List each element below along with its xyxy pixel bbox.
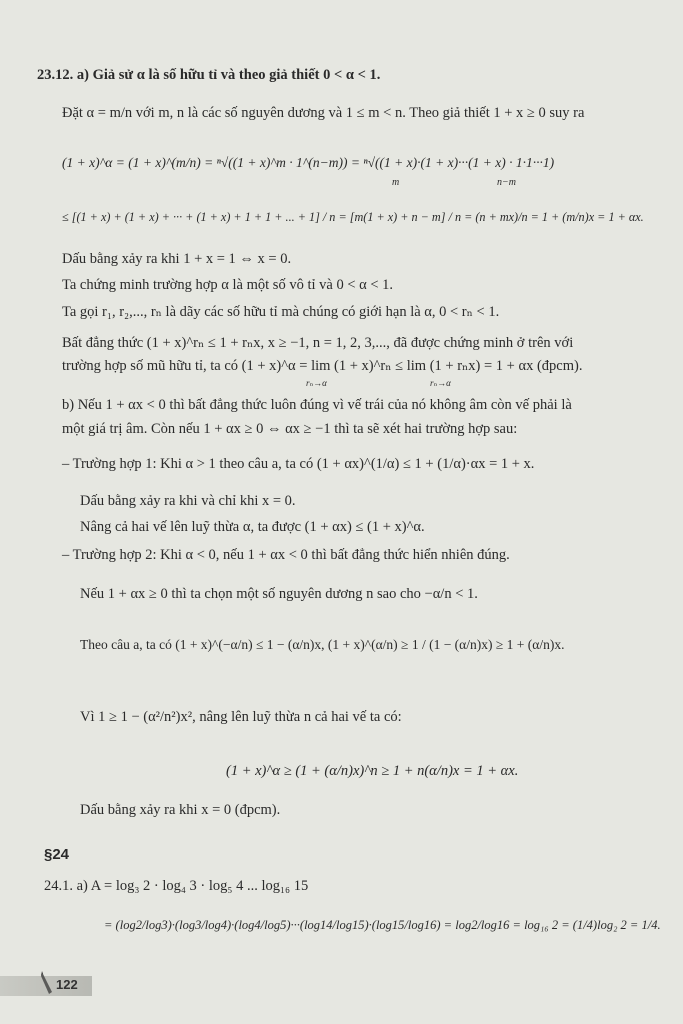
case-2-choose-n-line: Nếu 1 + αx ≥ 0 thì ta chọn một số nguyên dương n sao cho −α/n < 1. xyxy=(80,586,478,602)
pencil-icon xyxy=(40,970,56,996)
case-2-line: – Trường hợp 2: Khi α < 0, nếu 1 + αx < 0 thì bất đẳng thức hiển nhiên đúng. xyxy=(62,547,510,563)
case-1-line: – Trường hợp 1: Khi α > 1 theo câu a, ta có (1 + αx)^(1/α) ≤ 1 + (1/α)·αx = 1 + x. xyxy=(62,456,535,472)
am-gm-inequality-formula: ≤ [(1 + x) + (1 + x) + ··· + (1 + x) + 1 + 1 + ... + 1] / n = [m(1 + x) + n − m] / n = (n + mx)/n = 1 + (m/n)x = 1 + αx. xyxy=(62,210,644,224)
page-number: 122 xyxy=(56,977,78,992)
limit-subscript-2: rₙ→α xyxy=(430,378,451,388)
case-1-equality-line: Dấu bằng xảy ra khi và chỉ khi x = 0. xyxy=(80,493,296,509)
section-heading-24: §24 xyxy=(44,846,70,863)
log-product-formula: = (log2/log3)·(log3/log4)·(log4/log5)···(log14/log15)·(log15/log16) = log2/log16 = log₁₆ 2 = (1/4)log₂ 2 = 1/4. xyxy=(104,918,661,932)
part-b-cases-line: một giá trị âm. Còn nếu 1 + αx ≥ 0 ⇔ αx ≥ −1 thì ta sẽ xét hai trường hợp sau: xyxy=(62,421,518,437)
definition-alpha-line: Đặt α = m/n với m, n là các số nguyên dương và 1 ≤ m < n. Theo giả thiết 1 + x ≥ 0 suy ra xyxy=(62,105,585,121)
final-inequality-formula: (1 + x)^α ≥ (1 + (α/n)x)^n ≥ 1 + n(α/n)x = 1 + αx. xyxy=(226,763,519,779)
limit-conclusion-line: trường hợp số mũ hữu tỉ, ta có (1 + x)^α = lim (1 + x)^rₙ ≤ lim (1 + rₙx) = 1 + αx (đpcm). xyxy=(62,358,583,374)
inequality-rn-line: Bất đẳng thức (1 + x)^rₙ ≤ 1 + rₙx, x ≥ −1, n = 1, 2, 3,..., đã được chứng minh ở trên với xyxy=(62,335,574,351)
irrational-case-intro: Ta chứng minh trường hợp α là một số vô tỉ và 0 < α < 1. xyxy=(62,277,394,293)
final-equality-line: Dấu bằng xảy ra khi x = 0 (đpcm). xyxy=(80,802,281,818)
rational-sequence-line: Ta gọi r₁, r₂,..., rₙ là dãy các số hữu tỉ mà chúng có giới hạn là α, 0 < rₙ < 1. xyxy=(62,304,500,320)
problem-23-12-intro: 23.12. a) Giả sử α là số hữu tỉ và theo giả thiết 0 < α < 1. xyxy=(37,67,381,83)
equality-condition-line: Dấu bằng xảy ra khi 1 + x = 1 ⇔ x = 0. xyxy=(62,251,292,267)
case-2-raise-power-line: Vì 1 ≥ 1 − (α²/n²)x², nâng lên luỹ thừa n cả hai vế ta có: xyxy=(80,709,402,725)
part-b-intro: b) Nếu 1 + αx < 0 thì bất đẳng thức luôn đúng vì vế trái của nó không âm còn vế phải là xyxy=(62,397,572,413)
case-2-part-a-line: Theo câu a, ta có (1 + x)^(−α/n) ≤ 1 − (α/n)x, (1 + x)^(α/n) ≥ 1 / (1 − (α/n)x) ≥ 1 + (α/n)x. xyxy=(80,637,565,652)
case-1-power-line: Nâng cả hai vế lên luỹ thừa α, ta được (1 + αx) ≤ (1 + x)^α. xyxy=(80,519,425,535)
root-expansion-formula: (1 + x)^α = (1 + x)^(m/n) = ⁿ√((1 + x)^m · 1^(n−m)) = ⁿ√((1 + x)·(1 + x)···(1 + x) · 1·1···1) xyxy=(62,155,555,170)
underbrace-label-m: m xyxy=(392,177,400,188)
limit-subscript-1: rₙ→α xyxy=(306,378,327,388)
underbrace-label-n-minus-m: n−m xyxy=(497,177,516,188)
problem-24-1-line: 24.1. a) A = log₃ 2 · log₄ 3 · log₅ 4 ... log₁₆ 15 xyxy=(44,878,309,894)
